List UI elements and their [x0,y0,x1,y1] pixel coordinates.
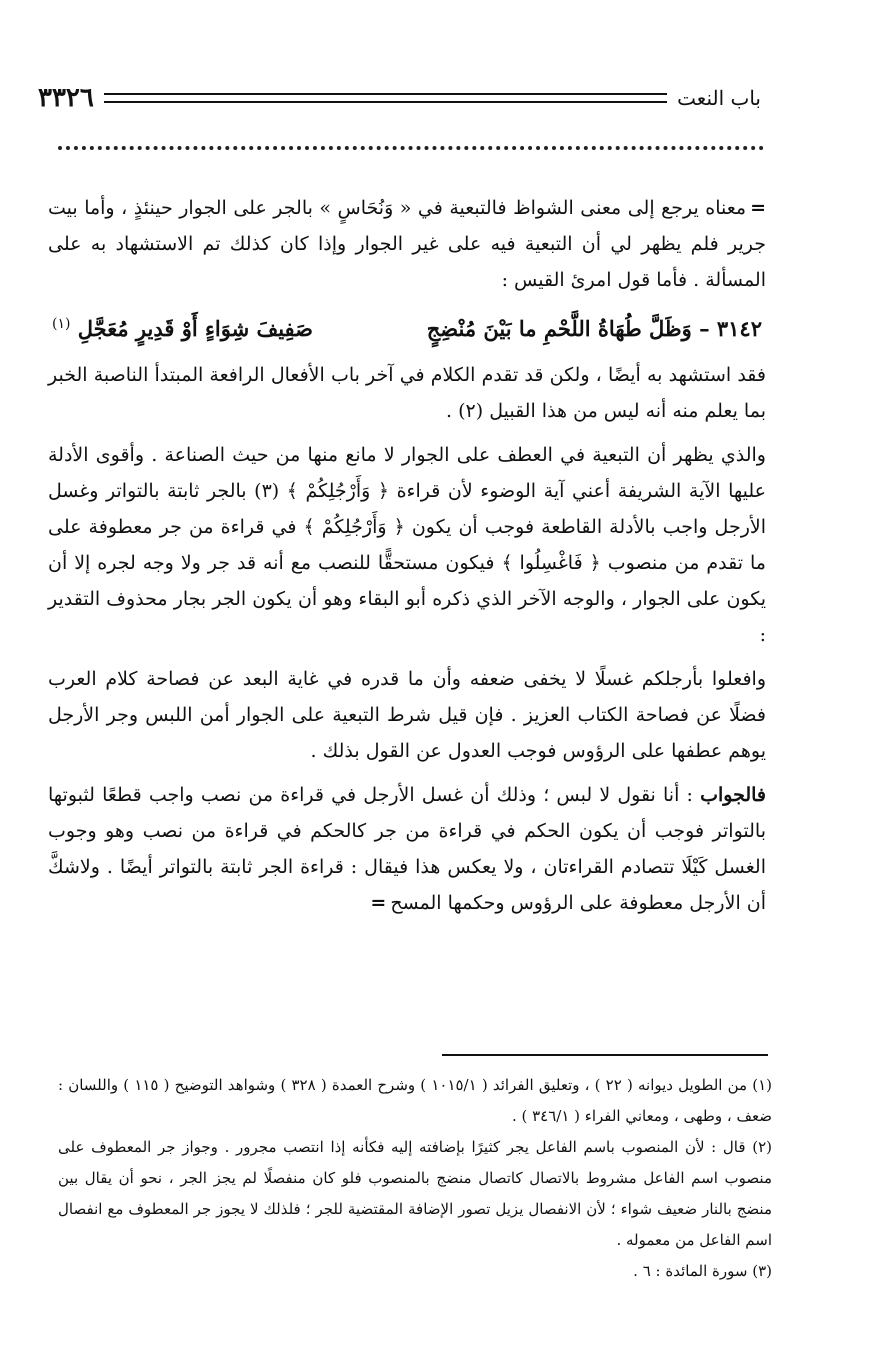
paragraph-5-text: : أنا نقول لا لبس ؛ وذلك أن غسل الأرجل في قراءة من نصب واجب قطعًا لثبوتها بالتواتر فوجب أن يكون الحكم في قراءة من جر كالحكم في قراءة من نصب وهو وجوب الغسل كَيْلَا تتصادم القراءتان ، ولا يعكس هذا فيقال : قراءة الجر ثابتة بالتواتر أيضًا . ولاشكَّ أن الأرجل معطوفة على الرؤوس وحكمها المسح [48,784,766,914]
paragraph-1 [48,190,766,298]
paragraph-4: وافعلوا بأرجلكم غسلًا لا يخفى ضعفه وأن ما قدره في غاية البعد عن فصاحة كلام العرب فضلًا عن فصاحة الكتاب العزيز . فإن قيل شرط التبعية على الجوار أمن اللبس وجر الأرجل يوهم عطفها على الرؤوس فوجب العدول عن القول بذلك . [48,668,766,762]
dotted-separator [58,146,764,162]
page-header [38,78,761,118]
main-text [48,190,766,929]
verse-second-half [52,306,313,347]
paragraph-2: فقد استشهد به أيضًا ، ولكن قد تقدم الكلام في آخر باب الأفعال الرافعة المبتدأ الناصبة الخبر بما يعلم منه أنه ليس من هذا القبيل (٢) . [48,364,766,422]
page-number: ٣٣٢٦ [38,83,94,113]
poetry-verse [48,306,766,347]
paragraph-1-text: معناه يرجع إلى معنى الشواظ فالتبعية في « وَنُحَاسٍ » بالجر على الجوار حينئذٍ ، وأما بيت جرير فلم يظهر لي أن التبعية فيه على غير الجوار وإذا كان كذلك تم الاستشهاد به على المسألة . فأما قول امرئ القيس : [48,197,766,291]
verse-footnote-ref: (١) [52,316,71,332]
footnote-1: (١) من الطويل ديوانه ( ٢٢ ) ، وتعليق الفرائد ( ١٠١٥/١ ) وشرح العمدة ( ٣٢٨ ) وشواهد التوضيح ( ١١٥ ) واللسان : ضعف ، وطهى ، ومعاني الفراء ( ٣٤٦/١ ) . [58,1076,773,1125]
paragraph-5 [48,777,766,921]
running-title: باب النعت [677,86,761,110]
paragraph-3: والذي يظهر أن التبعية في العطف على الجوار لا مانع منها من حيث الصناعة . وأقوى الأدلة عليها الآية الشريفة أعني آية الوضوء لأن قراءة ﴿ وَأَرْجُلِكُمْ ﴾ (٣) بالجر ثابتة بالتواتر وغسل الأرجل واجب بالأدلة القاطعة فوجب أن يكون ﴿ وَأَرْجُلِكُمْ ﴾ في قراءة من جر معطوفة على ما تقدم من منصوب ﴿ فَاغْسِلُوا ﴾ فيكون مستحقًّا للنصب مع أنه قد جر ولا وجه لجره إلا أن يكون على الجوار ، والوجه الآخر الذي ذكره أبو البقاء وهو أن يكون الجر بجار محذوف التقدير : [48,444,766,646]
footnote-3: (٣) سورة المائدة : ٦ . [633,1262,772,1280]
verse-hemistich-1: وَظَلَّ طُهَاةُ اللَّحْمِ ما بَيْنَ مُنْضِجٍ [426,316,692,341]
header-rule [104,93,667,103]
continuation-mark: = [750,197,766,219]
footnote-rule [442,1054,768,1056]
footnotes [58,1070,772,1287]
verse-hemistich-2: صَفِيفَ شِوَاءٍ أَوْ قَدِيرٍ مُعَجَّلِ [77,316,314,341]
footnote-2: (٢) قال : لأن المنصوب باسم الفاعل يجر كثيرًا بإضافته إليه فكأنه إذا انتصب مجرور . وجواز جر المعطوف على منصوب اسم الفاعل مشروط بالاتصال كاتصال منضج بالمنصوب فلو كان منفصلًا لم يجز الجر ، نحو أن يقال بين منضج بالنار ضعيف شواء ؛ لأن الانفصال يزيل تصور الإضافة المقتضية للجر ؛ فلذلك لا يجوز جر المعطوف مع انفصال اسم الفاعل من معموله . [58,1138,772,1249]
continuation-mark-end: = [370,892,387,914]
verse-number: ٣١٤٢ – [699,316,762,341]
verse-first-half [427,311,762,347]
paragraph-5-lead: فالجواب [700,784,767,806]
